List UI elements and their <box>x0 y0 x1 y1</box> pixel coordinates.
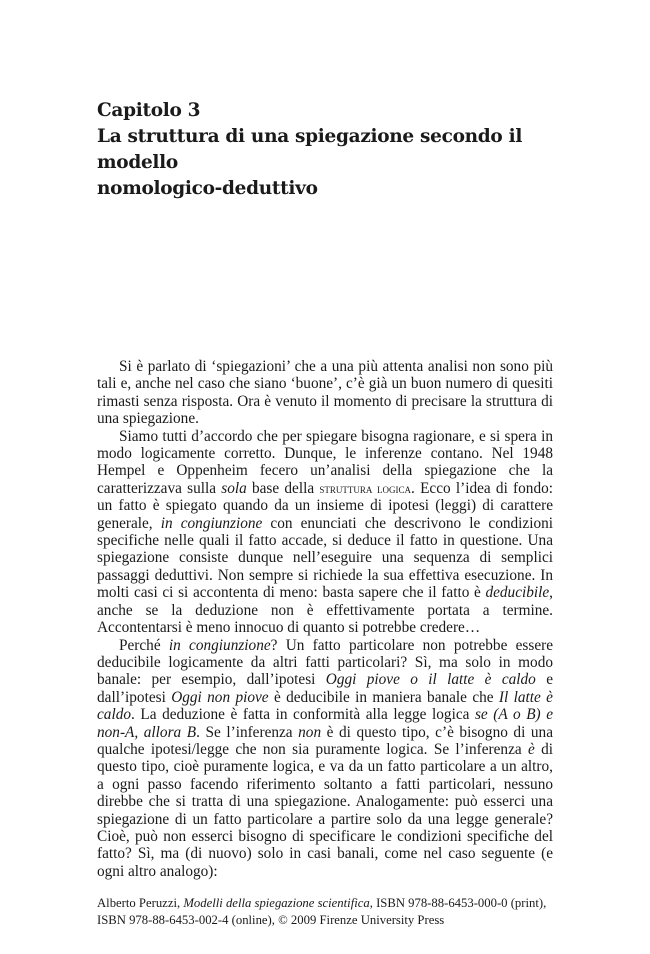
paragraph-2-text-e: , anche se la deduzione non è effettivamente portata a termine. Accontentarsi è meno innocuo di quanto si potrebbe credere… <box>97 584 553 637</box>
paragraph-2-emphasis-congiunzione: in congiunzione <box>160 514 263 532</box>
paragraph-3-emphasis-7: è <box>527 740 535 758</box>
paragraph-3 <box>97 637 553 881</box>
paragraph-2-emphasis-sola: sola <box>221 479 247 497</box>
paragraph-2-text-a: Siamo tutti d’accordo che per spiegare bisogna ragionare, e si spera in modo logicamente corretto. Dunque, le inferenze contano. Nel 1948 Hempel e Oppenheim fecero un’analisi della spiegazione che la caratterizzava sulla <box>97 427 553 497</box>
paragraph-3-emphasis-3: Oggi non piove <box>171 688 269 706</box>
paragraph-3-text-a: Perché <box>119 636 169 654</box>
body-text <box>97 358 553 880</box>
paragraph-3-emphasis-4: Il latte è caldo <box>97 688 553 724</box>
paragraph-2-text-c: . Ecco l’idea di fondo: un fatto è spiegato quando da un insieme di ipotesi (leggi) di carattere generale, <box>97 479 553 532</box>
paragraph-3-text-e: . La deduzione è fatta in conformità alla legge logica <box>131 706 475 724</box>
paragraph-3-emphasis-1: in congiunzione <box>168 636 271 654</box>
paragraph-3-text-f: . Se l’inferenza <box>196 723 299 741</box>
chapter-heading <box>97 98 567 202</box>
footer-book-title: Modelli della spiegazione scientifica <box>183 896 370 910</box>
paragraph-2-text-d: con enunciati che descrivono le condizioni specifiche nelle quali il fatto accade, si deduce il fatto in questione. Una spiegazione consiste dunque nell’eseguire una sequenza di semplici passaggi deduttivi. Non sempre si richiede la sua effettiva esecuzione. In molti casi ci si accontenta di meno: basta sapere che il fatto è <box>97 514 554 602</box>
paragraph-2-small-caps-term: struttura logica <box>319 480 412 496</box>
citation <box>97 895 557 929</box>
paragraph-3-text-d: è deducibile in maniera banale che <box>268 688 499 706</box>
footer-author: Alberto Peruzzi, <box>97 896 184 910</box>
chapter-number: Capitolo 3 <box>97 100 201 121</box>
paragraph-3-emphasis-2: Oggi piove o il latte è caldo <box>325 671 536 689</box>
chapter-title-line-1: La struttura di una spiegazione secondo il modello <box>97 126 523 173</box>
paragraph-1 <box>97 358 553 428</box>
paragraph-3-text-b: ? Un fatto particolare non potrebbe essere deducibile logicamente da altri fatti particolari? Sì, ma solo in modo banale: per esempio, dall’ipotesi <box>97 636 553 689</box>
footer-isbn: , ISBN 978-88-6453-000-0 (print), ISBN 978-88-6453-002-4 (online), © 2009 Firenze University Press <box>97 896 547 927</box>
paragraph-3-emphasis-5: se (A o B) e non-A, allora B <box>97 706 553 741</box>
paragraph-1-text: Si è parlato di ‘spiegazioni’ che a una più attenta analisi non sono più tali e, anche nel caso che siano ‘buone’, c’è già un buon numero di quesiti rimasti senza risposta. Ora è venuto il momento di precisare la struttura di una spiegazione. <box>97 358 553 428</box>
paragraph-3-text-h: di questo tipo, cioè puramente logica, e va da un fatto particolare a un altro, a ogni passo facendo riferimento soltanto a fatti particolari, nessuno direbbe che si tratta di una spiegazione. Analogamente: può esserci una spiegazione di un fatto particolare a partire solo da una legge generale? Cioè, può non esserci bisogno di specificare le condizioni specifiche del fatto? Sì, ma (di nuovo) solo in casi banali, come nel caso seguente (e ogni altro analogo): <box>97 740 553 880</box>
paragraph-3-text-c: e dall’ipotesi <box>97 671 553 706</box>
chapter-title-line-2: nomologico-deduttivo <box>97 178 318 199</box>
page-footer <box>97 895 557 929</box>
paragraph-3-emphasis-6: non <box>298 723 322 741</box>
paragraph-2 <box>97 428 553 637</box>
paragraph-2-emphasis-deducibile: deducibile <box>485 584 550 602</box>
paragraph-2-text-b: base della <box>246 479 320 497</box>
paragraph-3-text-g: è di questo tipo, c’è bisogno di una qualche ipotesi/legge che non sia puramente logica. Se l’inferenza <box>97 723 553 758</box>
